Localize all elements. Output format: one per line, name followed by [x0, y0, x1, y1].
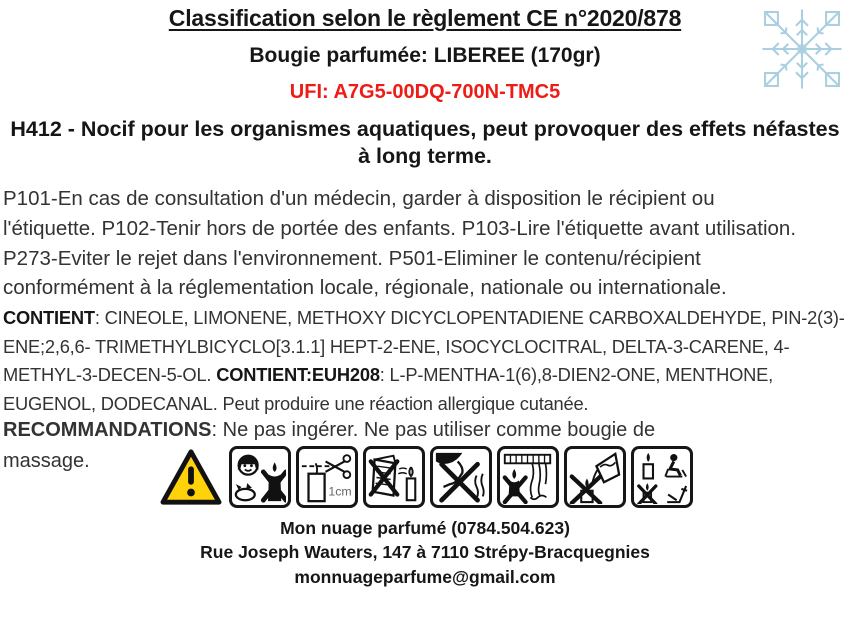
never-leave-unattended-icon	[635, 451, 688, 504]
page-title: Classification selon le règlement CE n°2020/878	[168, 5, 682, 31]
do-not-inhale-smoke-pictogram	[430, 446, 492, 508]
hazard-statement: H412 - Nocif pour les organismes aquatiques, peut provoquer des effets néfastes à long terme.	[10, 117, 840, 168]
keep-away-curtains-draught-pictogram	[497, 446, 559, 508]
recommendations-text-continued: massage.	[3, 450, 90, 473]
do-not-extinguish-water-pictogram	[564, 446, 626, 508]
footer	[0, 516, 850, 588]
wick-trim-length-label: 1cm	[328, 484, 352, 499]
keep-away-children-pets-icon	[233, 451, 286, 504]
keep-wax-clear-matches-pictogram	[363, 446, 425, 508]
keep-away-curtains-draught-icon	[501, 451, 554, 504]
safety-pictogram-row	[0, 443, 850, 511]
business-email: monnuageparfume@gmail.com	[294, 566, 556, 587]
trim-wick-1cm-icon	[300, 451, 353, 504]
snowflake-icon	[759, 2, 845, 96]
recommendations-line	[3, 419, 848, 442]
warning-triangle-icon	[159, 447, 223, 507]
trim-wick-1cm-pictogram	[296, 446, 358, 508]
never-leave-unattended-pictogram	[631, 446, 693, 508]
do-not-extinguish-water-icon	[568, 451, 621, 504]
keep-wax-clear-matches-icon	[367, 451, 420, 504]
contains-euh208-label: CONTIENT:EUH208	[216, 364, 380, 386]
contains-text: : CINEOLE, LIMONENE, METHOXY DICYCLOPENTADIENE CARBOXALDEHYDE, PIN-2(3)-ENE;2,6,6- TRIMETHYLBICYCLO[3.1.1] HEPT-2-ENE, ISOCYCLOCITRAL, DELTA-3-CARENE, 4-METHYL-3-DECEN-5-OL.	[3, 307, 845, 386]
keep-away-children-pets-pictogram	[229, 446, 291, 508]
recommendations-wrap-row	[0, 443, 850, 511]
business-address: Rue Joseph Wauters, 147 à 7110 Strépy-Bracquegnies	[200, 542, 650, 563]
recommendations-text: : Ne pas ingérer. Ne pas utiliser comme bougie de	[211, 419, 656, 442]
recommendations-label: RECOMMANDATIONS	[3, 419, 212, 442]
product-name: Bougie parfumée: LIBEREE (170gr)	[249, 44, 601, 67]
ufi-code: UFI: A7G5-00DQ-700N-TMC5	[289, 81, 561, 103]
do-not-inhale-smoke-icon	[434, 451, 487, 504]
ingredients-paragraph	[3, 304, 848, 418]
contains-euh208-text: : L-P-MENTHA-1(6),8-DIEN2-ONE, MENTHONE, EUGENOL, DODECANAL. Peut produire une réaction allergique cutanée.	[3, 364, 773, 414]
contains-label: CONTIENT	[3, 307, 95, 329]
precautionary-statements: P101-En cas de consultation d'un médecin, garder à disposition le récipient ou l'étiquette. P102-Tenir hors de portée des enfants. P103-Lire l'étiquette avant utilisation. P273-Eviter le rejet dans l'environnement. P501-Eliminer le contenu/récipient conformément à la réglementation locale, régionale, nationale ou internationale.	[3, 187, 797, 300]
warning-triangle-pictogram	[158, 446, 224, 508]
business-name: Mon nuage parfumé (0784.504.623)	[280, 518, 570, 539]
